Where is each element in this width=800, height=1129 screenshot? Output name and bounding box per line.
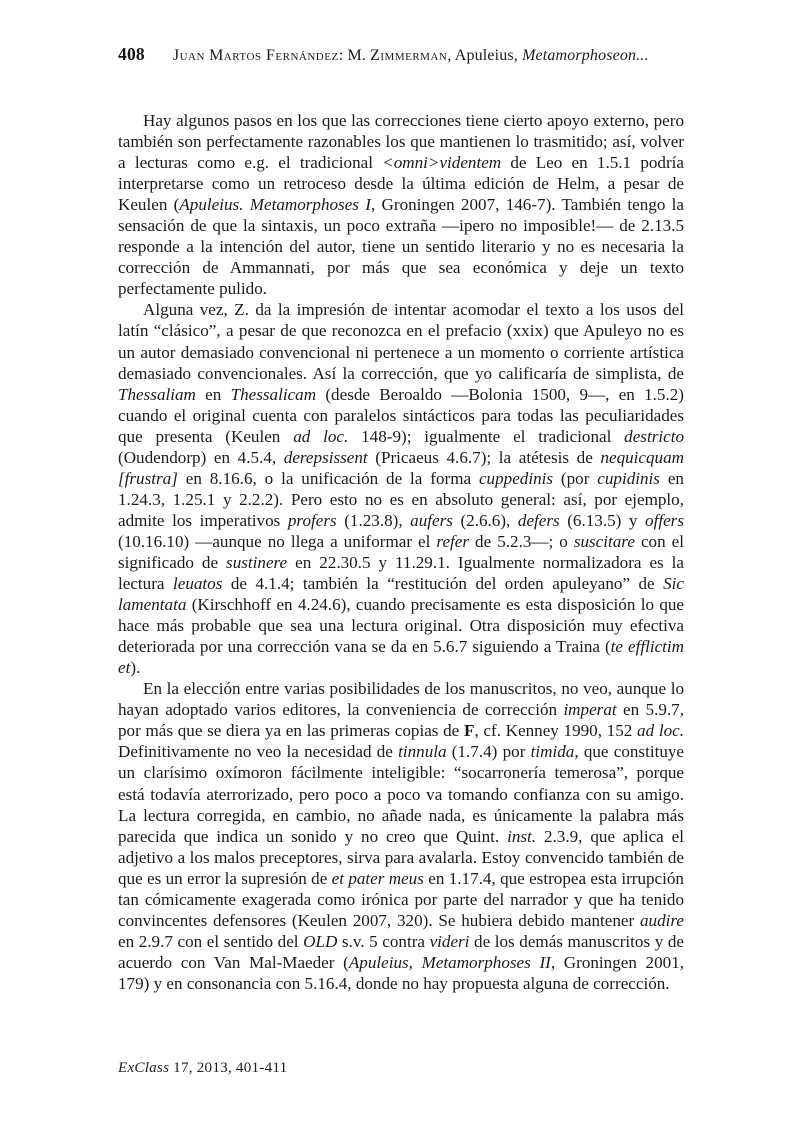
text-run-italic: audire — [640, 910, 684, 930]
text-run-roman: (por — [553, 468, 598, 488]
text-run-roman: en 5.9.7, por más que se diera ya en las primeras copias de — [118, 700, 684, 741]
text-run-italic: leuatos — [172, 574, 223, 594]
text-run-roman: en 8.16.6, o la unificación de la forma — [177, 468, 479, 488]
text-run-roman: de los demás manuscritos y de acuerdo con Van Mal-Maeder ( — [118, 931, 684, 972]
text-run-roman: 2.3.9, que aplica el adjetivo a los malos preceptores, sirva para avalarla. Estoy convencido también de que es un error la supresión de — [118, 826, 684, 888]
text-run-italic: ad loc. — [637, 721, 684, 741]
text-run-roman: s.v. 5 contra — [337, 931, 430, 951]
text-run-roman: En la elección entre varias posibilidades de los manuscritos, no veo, aunque lo hayan adoptado varios editores, la conveniencia de corrección — [118, 679, 684, 720]
text-run-italic: cuppedinis — [478, 468, 554, 488]
text-run-roman: Definitivamente no veo la necesidad de — [118, 742, 399, 762]
text-run-roman: (desde Beroaldo —Bolonia 1500, 9—, en 1.5.2) cuando el original cuenta con paralelos sintácticos para todas las peculiaridades que presenta (Keulen — [118, 384, 684, 446]
body-text-block — [118, 110, 684, 994]
paragraph-1 — [118, 110, 684, 299]
text-run-roman: en 2.9.7 con el sentido del — [118, 931, 304, 951]
paragraph-2 — [118, 299, 684, 678]
paragraph-3 — [118, 678, 684, 994]
running-head-comma: , — [447, 47, 455, 64]
text-run-roman: Hay algunos pasos en los que las correcciones tiene cierto apoyo externo, pero también son perfectamente razonables los que mantienen lo trasmitido; así, volver a lecturas como e.g. el tradicional — [118, 111, 684, 173]
text-run-italic: videri — [429, 931, 470, 951]
text-run-italic: et pater meus — [331, 868, 424, 888]
text-run-roman: (Pricaeus 4.6.7); la atétesis de — [367, 447, 601, 467]
text-run-italic: Thessaliam — [118, 384, 196, 404]
text-run-roman: (Kirschhoff en 4.24.6), cuando precisamente es esta disposición lo que hace más probable que sea una lectura original. Otra disposición muy efectiva deteriorada por una corrección vana se da en 5.6.7 siguiendo a Traina ( — [118, 595, 684, 657]
text-run-italic: suscitare — [573, 531, 635, 551]
text-run-italic: defers — [517, 510, 560, 530]
text-run-roman: , que constituye un clarísimo oxímoron fácilmente inteligible: “socarronería temerosa”, porque está todavía aterrorizado, pero poco a poco va tomando confianza con su amigo. La lectura corregida, en cambio, no añade nada, es únicamente la palabra más parecida que indica un sonido y no creo que Quint. — [118, 742, 685, 846]
text-run-bold: F — [463, 721, 475, 741]
text-run-roman: (10.16.10) —aunque no llega a uniformar el — [118, 531, 437, 551]
text-run-roman: (1.7.4) por — [446, 742, 531, 762]
text-run-italic: offers — [645, 510, 684, 530]
running-head-reviewed-initial: M. — [347, 47, 371, 64]
text-run-italic: Apuleius, Metamorphoses II — [348, 952, 551, 972]
text-run-italic: Thessalicam — [230, 384, 317, 404]
text-run-italic: nequicquam [frustra] — [118, 447, 684, 488]
text-run-roman: de Leo en 1.5.1 podría interpretarse como un retroceso desde la última edición de Helm, a pesar de Keulen ( — [118, 153, 684, 215]
running-head-author-first: Juan — [172, 47, 205, 64]
text-run-italic: tinnula — [398, 742, 447, 762]
text-run-roman: , Groningen 2001, 179) y en consonancia con 5.16.4, donde no hay propuesta alguna de corrección. — [118, 952, 685, 993]
running-head-reviewed-author: Zimmerman — [370, 47, 448, 64]
text-run-italic: inst. — [507, 826, 537, 846]
text-run-roman: en — [195, 384, 231, 404]
text-run-roman: ). — [130, 658, 141, 678]
text-run-roman: (1.23.8), — [336, 510, 411, 530]
text-run-italic: timida — [530, 742, 575, 762]
text-run-roman: 148-9); igualmente el tradicional — [348, 426, 625, 446]
text-run-italic: Sic lamentata — [118, 574, 684, 615]
text-run-italic: OLD — [303, 931, 338, 951]
text-run-roman: en 1.17.4, que estropea esta irrupción tan cómicamente exagerada como irónica por parte del narrador y que ha tenido convincentes defensores (Keulen 2007, 320). Se hubiera debido mantener — [118, 868, 684, 930]
text-run-italic: te efflictim et — [118, 637, 685, 678]
text-run-roman: , Groningen 2007, 146-7). También tengo la sensación de que la sintaxis, un poco extraña —ipero no imposible!— de 2.13.5 responde a la intención del autor, tiene un sentido literario y no es necesaria la corrección de Ammannati, por más que sea económica y deje un texto perfectamente pulido. — [118, 195, 685, 299]
text-run-italic: destricto — [624, 426, 684, 446]
text-run-roman: (Oudendorp) en 4.5.4, — [118, 447, 284, 467]
text-run-italic: refer — [436, 531, 470, 551]
folio-number: 408 — [118, 44, 145, 64]
text-run-italic: aufers — [410, 510, 453, 530]
text-run-roman: con el significado de — [118, 531, 684, 572]
text-run-italic: <omni>videntem — [382, 153, 502, 173]
text-run-roman: de 5.2.3—; o — [469, 531, 574, 551]
text-run-italic: profers — [287, 510, 337, 530]
text-run-italic: Apuleius. Metamorphoses I — [179, 195, 371, 215]
running-head-separator: : — [338, 47, 348, 64]
text-run-italic: sustinere — [226, 552, 288, 572]
running-head-title — [173, 47, 649, 65]
text-run-italic: derepsissent — [283, 447, 368, 467]
text-run-roman: en 1.24.3, 1.25.1 y 2.2.2). Pero esto no es en absoluto general: así, por ejemplo, admite los imperativos — [118, 468, 684, 530]
text-run-roman: (6.13.5) y — [559, 510, 646, 530]
running-head-author-last: Martos Fernández — [209, 47, 339, 64]
page-footer — [118, 1059, 287, 1077]
text-run-roman: (2.6.6), — [452, 510, 518, 530]
running-head-work-roman: Apuleius, — [454, 47, 523, 64]
footer-journal-name: ExClass — [118, 1059, 170, 1076]
footer-citation: 17, 2013, 401-411 — [169, 1059, 288, 1076]
text-run-italic: ad loc. — [293, 426, 349, 446]
text-run-roman: en 22.30.5 y 11.29.1. Igualmente normalizadora es la lectura — [118, 552, 685, 594]
text-run-italic: imperat — [563, 700, 617, 720]
text-run-italic: cupidinis — [597, 468, 660, 488]
running-head — [118, 44, 684, 68]
text-run-roman: Alguna vez, Z. da la impresión de intentar acomodar el texto a los usos del latín “clásico”, a pesar de que reconozca en el prefacio (xxix) que Apuleyo no es un autor demasiado convencional ni pertenece a un momento o corriente artística demasiado convencionales. Así la corrección, que yo calificaría de simplista, de — [118, 300, 684, 383]
running-head-work-italic: Metamorphoseon... — [522, 47, 649, 64]
text-run-roman: , cf. Kenney 1990, 152 — [474, 721, 638, 741]
text-run-roman: de 4.1.4; también la “restitución del orden apuleyano” de — [222, 574, 664, 594]
